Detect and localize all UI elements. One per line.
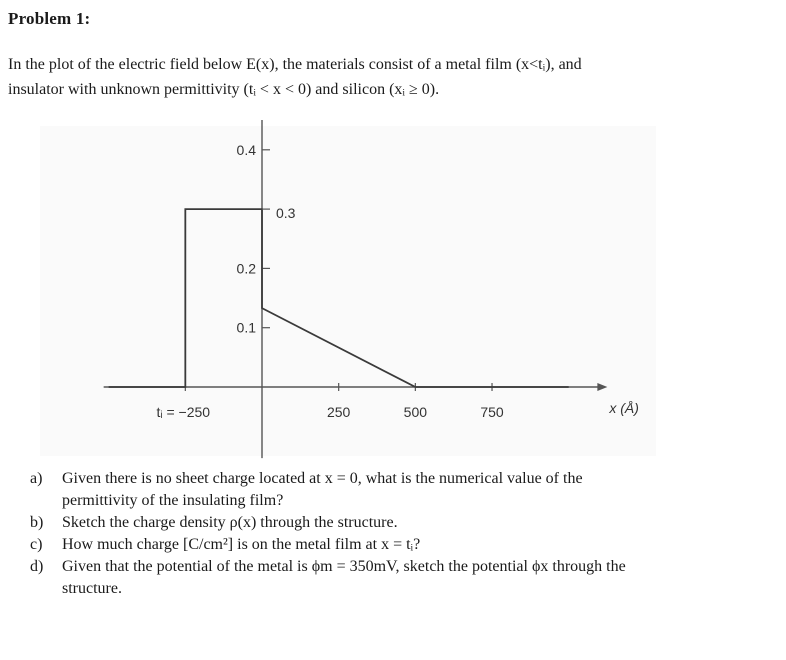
question-text: structure. — [62, 580, 122, 597]
question-text: permittivity of the insulating film? — [62, 492, 284, 509]
annotation-label: 0.3 — [276, 205, 296, 222]
question-a — [30, 468, 775, 512]
question-text: Sketch the charge density ρ(x) through the structure. — [62, 514, 398, 531]
intro-line: insulator with unknown permittivity (tᵢ < x < 0) and silicon (xᵢ ≥ 0). — [8, 81, 440, 98]
question-c — [30, 534, 775, 556]
question-list — [30, 468, 775, 600]
question-label: b) — [30, 514, 44, 531]
x-tick-label: 750 — [480, 404, 504, 420]
question-label: d) — [30, 558, 44, 575]
question-b — [30, 512, 775, 534]
question-text: How much charge [C/cm²] is on the metal film at x = tᵢ? — [62, 536, 421, 553]
x-tick-label: 500 — [403, 404, 428, 420]
y-tick-label: 0.4 — [236, 141, 256, 158]
electric-field-plot — [0, 120, 786, 465]
y-tick-label: 0.2 — [236, 260, 256, 277]
question-text: Given there is no sheet charge located at x = 0, what is the numerical value of the — [62, 470, 583, 487]
x-tick-label: 250 — [326, 404, 351, 420]
problem-title: Problem 1: — [8, 9, 91, 28]
question-text: Given that the potential of the metal is ϕm = 350mV, sketch the potential ϕx through the — [62, 558, 626, 575]
y-tick-label: 0.1 — [236, 319, 256, 336]
question-d — [30, 556, 775, 600]
question-label: a) — [30, 470, 43, 487]
x-tick-label: tᵢ = −250 — [156, 404, 211, 420]
problem-intro — [8, 52, 778, 102]
intro-line: In the plot of the electric field below E(x), the materials consist of a metal film (x<tᵢ), and — [8, 56, 582, 73]
x-axis-title: x (Å) — [609, 400, 639, 416]
question-label: c) — [30, 536, 43, 553]
